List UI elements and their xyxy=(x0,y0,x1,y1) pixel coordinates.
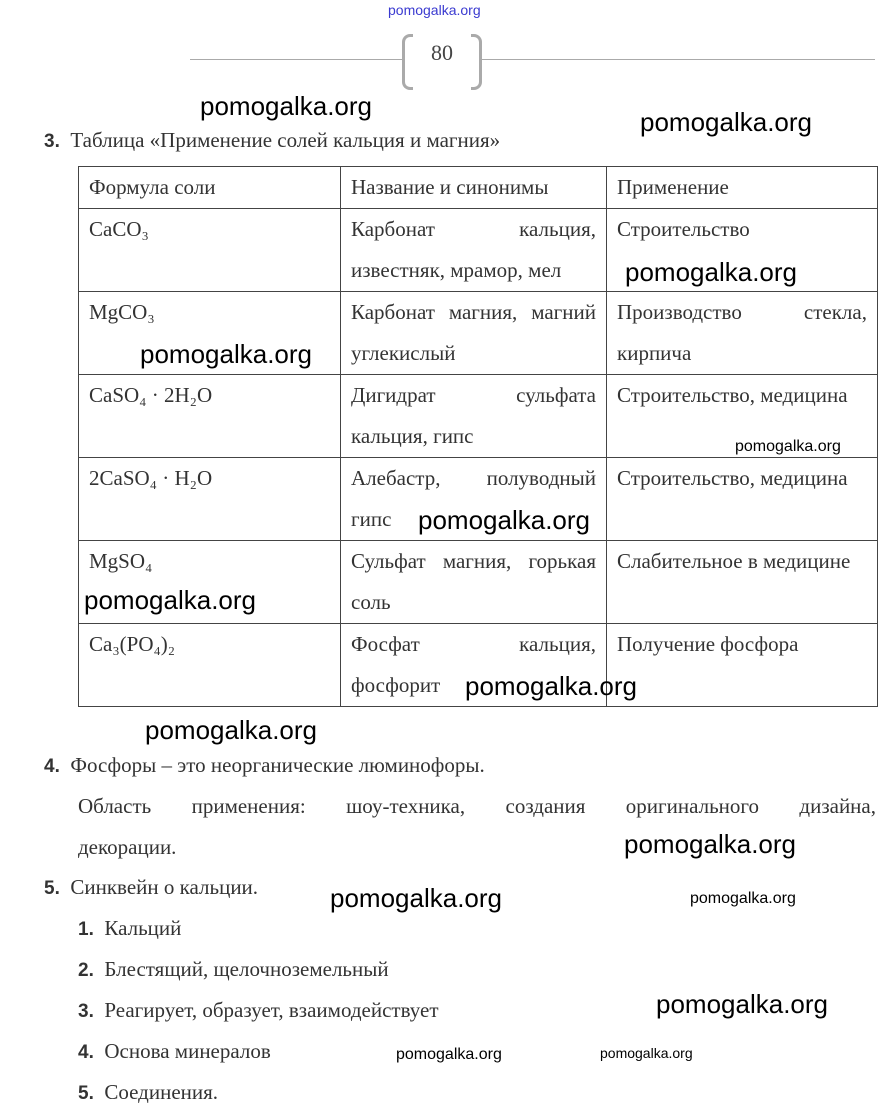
formula-cell: 2CaSO₄ · H₂O xyxy=(79,458,341,541)
list-item xyxy=(78,990,439,1032)
item-number: 5. xyxy=(78,1083,94,1104)
watermark-top: pomogalka.org xyxy=(388,2,481,18)
watermark: pomogalka.org xyxy=(624,829,796,859)
name-cell: Алебастр, полуводный гипс xyxy=(341,458,607,541)
task4-line: Область применения: шоу-техника, создания оригинального дизайна, xyxy=(78,794,876,818)
task3-title: Таблица «Применение солей кальция и магния» xyxy=(70,128,501,152)
watermark: pomogalka.org xyxy=(600,1045,693,1061)
use-cell: Получение фосфора xyxy=(607,624,878,707)
item-text: Реагирует, образует, взаимодействует xyxy=(104,998,439,1022)
task-number: 4. xyxy=(44,756,60,777)
page-number: 80 xyxy=(402,32,482,86)
item-text: Основа минералов xyxy=(104,1039,271,1063)
item-text: Кальций xyxy=(104,916,182,940)
name-cell: Карбонат кальция, известняк, мрамор, мел xyxy=(341,209,607,292)
task3-heading xyxy=(44,120,500,162)
use-cell: Производство стекла, кирпича xyxy=(607,292,878,375)
name-cell: Сульфат магния, горькая соль xyxy=(341,541,607,624)
watermark: pomogalka.org xyxy=(330,883,502,913)
item-number: 1. xyxy=(78,919,94,940)
formula-cell: Ca₃(PO₄)₂ xyxy=(79,624,341,707)
formula-cell: CaSO₄ · 2H₂O xyxy=(79,375,341,458)
formula-cell: CaCO₃ xyxy=(79,209,341,292)
header-rule-left xyxy=(190,59,402,60)
use-cell: Слабительное в медицине xyxy=(607,541,878,624)
salts-table xyxy=(78,166,878,707)
task4-heading xyxy=(44,745,485,787)
list-item xyxy=(78,1031,271,1073)
list-item xyxy=(78,949,389,991)
list-item xyxy=(78,1072,218,1114)
watermark: pomogalka.org xyxy=(396,1046,502,1063)
header-cell: Применение xyxy=(607,167,878,209)
formula-cell: MgCO₃ xyxy=(79,292,341,375)
task5-title: Синквейн о кальции. xyxy=(70,875,259,899)
name-cell: Дигидрат сульфата кальция, гипс xyxy=(341,375,607,458)
item-text: Блестящий, щелочноземельный xyxy=(104,957,389,981)
task-number: 5. xyxy=(44,878,60,899)
watermark: pomogalka.org xyxy=(625,257,797,287)
watermark: pomogalka.org xyxy=(690,890,796,907)
task4-line: декорации. xyxy=(78,835,177,859)
watermark: pomogalka.org xyxy=(640,107,812,137)
watermark: pomogalka.org xyxy=(735,438,841,455)
header-cell: Название и синонимы xyxy=(341,167,607,209)
watermark: pomogalka.org xyxy=(200,91,372,121)
watermark: pomogalka.org xyxy=(140,339,312,369)
use-cell: Строительство, медицина xyxy=(607,375,878,458)
item-number: 4. xyxy=(78,1042,94,1063)
header-cell: Формула соли xyxy=(79,167,341,209)
task4-line: Фосфоры – это неорганические люминофоры. xyxy=(70,753,485,777)
watermark: pomogalka.org xyxy=(656,989,828,1019)
watermark: pomogalka.org xyxy=(145,715,317,745)
watermark: pomogalka.org xyxy=(465,671,637,701)
item-number: 2. xyxy=(78,960,94,981)
watermark: pomogalka.org xyxy=(84,585,256,615)
name-cell: Карбонат магния, магний углекислый xyxy=(341,292,607,375)
task-number: 3. xyxy=(44,131,60,152)
name-cell: Фосфат кальция, фосфорит xyxy=(341,624,607,707)
item-number: 3. xyxy=(78,1001,94,1022)
use-cell: Строительство xyxy=(607,209,878,292)
use-cell: Строительство, медицина xyxy=(607,458,878,541)
header-rule-right xyxy=(482,59,875,60)
item-text: Соединения. xyxy=(104,1080,219,1104)
formula-cell: MgSO₄ xyxy=(79,541,341,624)
list-item xyxy=(78,908,181,950)
task5-heading xyxy=(44,867,258,909)
watermark: pomogalka.org xyxy=(418,505,590,535)
table-header-row xyxy=(79,167,878,209)
